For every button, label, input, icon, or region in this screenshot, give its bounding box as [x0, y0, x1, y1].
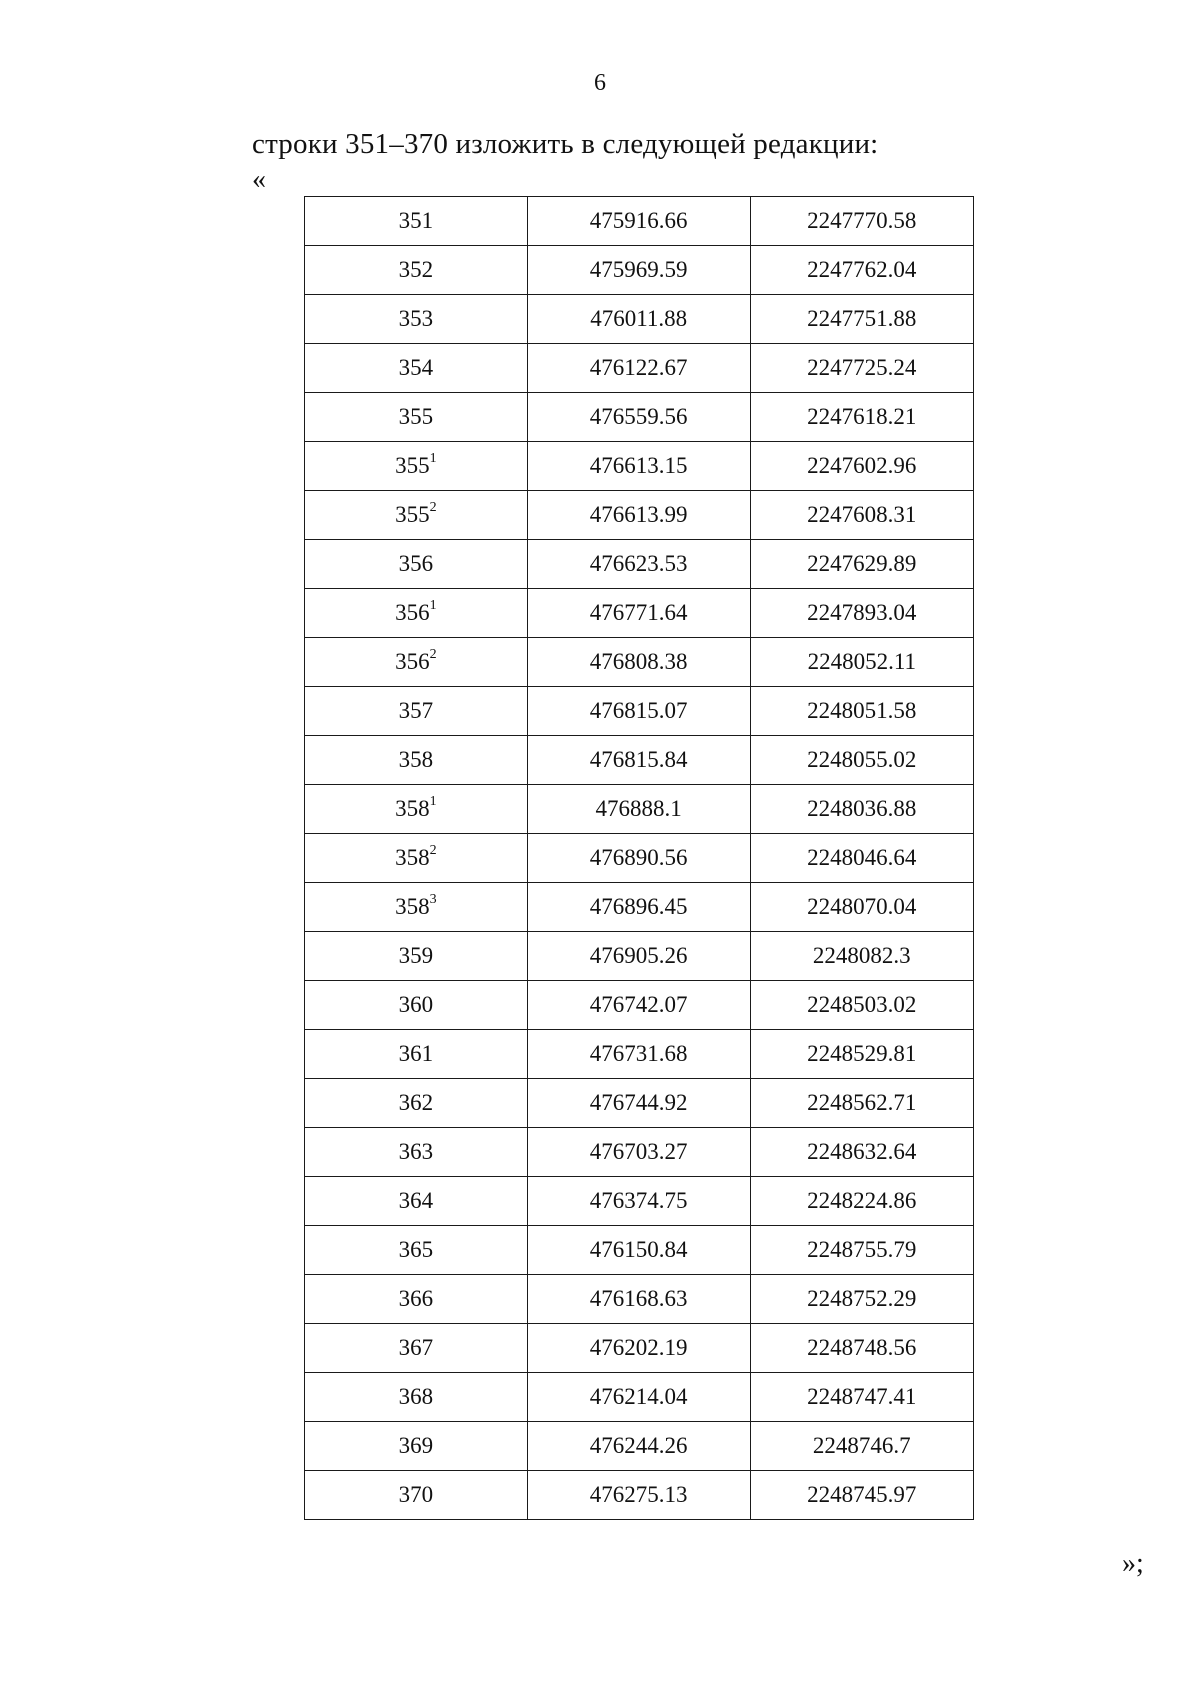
x-coordinate-cell: 476888.1 [527, 785, 750, 834]
point-number: 361 [398, 1041, 434, 1066]
point-number: 355 [395, 453, 430, 478]
x-coordinate-cell: 476244.26 [527, 1422, 750, 1471]
point-number: 355 [395, 502, 430, 527]
y-coordinate-cell: 2248036.88 [750, 785, 973, 834]
table-row [305, 1128, 974, 1177]
point-number-cell [305, 1079, 528, 1128]
y-coordinate-cell: 2247762.04 [750, 246, 973, 295]
table-row [305, 589, 974, 638]
point-number: 352 [398, 257, 434, 282]
point-number-cell [305, 1471, 528, 1520]
point-number-superscript: 1 [429, 598, 437, 614]
y-coordinate-cell: 2248562.71 [750, 1079, 973, 1128]
x-coordinate-cell: 476122.67 [527, 344, 750, 393]
x-coordinate-cell: 476905.26 [527, 932, 750, 981]
point-number-superscript: 2 [429, 843, 437, 859]
table-row [305, 1177, 974, 1226]
point-number: 356 [395, 649, 430, 674]
point-number: 353 [398, 306, 434, 331]
x-coordinate-cell: 476890.56 [527, 834, 750, 883]
y-coordinate-cell: 2248529.81 [750, 1030, 973, 1079]
x-coordinate-cell: 476771.64 [527, 589, 750, 638]
point-number: 368 [398, 1384, 434, 1409]
point-number-cell [305, 589, 528, 638]
coordinates-table-body [305, 197, 974, 1520]
y-coordinate-cell: 2248052.11 [750, 638, 973, 687]
table-row [305, 1226, 974, 1275]
point-number-cell [305, 1373, 528, 1422]
table-row [305, 1324, 974, 1373]
point-number-cell [305, 883, 528, 932]
point-number: 369 [398, 1433, 434, 1458]
intro-text: строки 351–370 изложить в следующей редакции: [252, 128, 879, 160]
x-coordinate-cell: 476742.07 [527, 981, 750, 1030]
x-coordinate-cell: 476202.19 [527, 1324, 750, 1373]
x-coordinate-cell: 476559.56 [527, 393, 750, 442]
x-coordinate-cell: 476808.38 [527, 638, 750, 687]
x-coordinate-cell: 476374.75 [527, 1177, 750, 1226]
x-coordinate-cell: 476731.68 [527, 1030, 750, 1079]
x-coordinate-cell: 476168.63 [527, 1275, 750, 1324]
point-number: 358 [398, 747, 434, 772]
point-number-cell [305, 687, 528, 736]
point-number-cell [305, 736, 528, 785]
open-quote: « [252, 164, 266, 195]
table-row [305, 1079, 974, 1128]
table-row [305, 1030, 974, 1079]
y-coordinate-cell: 2247725.24 [750, 344, 973, 393]
point-number: 358 [395, 845, 430, 870]
point-number: 363 [398, 1139, 434, 1164]
x-coordinate-cell: 476150.84 [527, 1226, 750, 1275]
point-number-cell [305, 246, 528, 295]
x-coordinate-cell: 476613.15 [527, 442, 750, 491]
point-number: 366 [398, 1286, 434, 1311]
point-number-cell [305, 197, 528, 246]
y-coordinate-cell: 2248503.02 [750, 981, 973, 1030]
x-coordinate-cell: 475916.66 [527, 197, 750, 246]
table-row [305, 442, 974, 491]
x-coordinate-cell: 476613.99 [527, 491, 750, 540]
page-number: 6 [594, 70, 606, 96]
point-number-cell [305, 981, 528, 1030]
y-coordinate-cell: 2248752.29 [750, 1275, 973, 1324]
y-coordinate-cell: 2248051.58 [750, 687, 973, 736]
y-coordinate-cell: 2248746.7 [750, 1422, 973, 1471]
point-number-cell [305, 295, 528, 344]
table-row [305, 785, 974, 834]
x-coordinate-cell: 476896.45 [527, 883, 750, 932]
point-number: 355 [398, 404, 434, 429]
table-row [305, 393, 974, 442]
point-number-cell [305, 1128, 528, 1177]
table-row [305, 540, 974, 589]
y-coordinate-cell: 2248747.41 [750, 1373, 973, 1422]
point-number-cell [305, 1324, 528, 1373]
point-number-superscript: 3 [429, 892, 437, 908]
table-row [305, 491, 974, 540]
point-number: 358 [395, 796, 430, 821]
table-row [305, 638, 974, 687]
y-coordinate-cell: 2247608.31 [750, 491, 973, 540]
y-coordinate-cell: 2247618.21 [750, 393, 973, 442]
point-number: 360 [398, 992, 434, 1017]
table-row [305, 883, 974, 932]
y-coordinate-cell: 2248070.04 [750, 883, 973, 932]
table-row [305, 1422, 974, 1471]
table-row [305, 197, 974, 246]
point-number: 359 [398, 943, 434, 968]
y-coordinate-cell: 2248046.64 [750, 834, 973, 883]
point-number: 354 [398, 355, 434, 380]
y-coordinate-cell: 2247893.04 [750, 589, 973, 638]
x-coordinate-cell: 476275.13 [527, 1471, 750, 1520]
y-coordinate-cell: 2247770.58 [750, 197, 973, 246]
table-row [305, 932, 974, 981]
y-coordinate-cell: 2247751.88 [750, 295, 973, 344]
y-coordinate-cell: 2247602.96 [750, 442, 973, 491]
point-number-cell [305, 1177, 528, 1226]
point-number-cell [305, 1275, 528, 1324]
x-coordinate-cell: 476815.07 [527, 687, 750, 736]
point-number: 367 [398, 1335, 434, 1360]
coordinates-table [304, 196, 974, 1520]
point-number: 365 [398, 1237, 434, 1262]
x-coordinate-cell: 476623.53 [527, 540, 750, 589]
point-number-cell [305, 491, 528, 540]
y-coordinate-cell: 2248082.3 [750, 932, 973, 981]
y-coordinate-cell: 2248745.97 [750, 1471, 973, 1520]
point-number-cell [305, 442, 528, 491]
point-number: 362 [398, 1090, 434, 1115]
table-row [305, 344, 974, 393]
table-row [305, 1471, 974, 1520]
close-quote: »; [1122, 1548, 1144, 1579]
table-row [305, 736, 974, 785]
table-row [305, 687, 974, 736]
point-number-cell [305, 932, 528, 981]
table-row [305, 834, 974, 883]
x-coordinate-cell: 476815.84 [527, 736, 750, 785]
point-number: 356 [398, 551, 434, 576]
x-coordinate-cell: 475969.59 [527, 246, 750, 295]
table-row [305, 1275, 974, 1324]
y-coordinate-cell: 2248748.56 [750, 1324, 973, 1373]
point-number: 370 [398, 1482, 434, 1507]
point-number-cell [305, 393, 528, 442]
point-number-cell [305, 1030, 528, 1079]
point-number: 358 [395, 894, 430, 919]
point-number-superscript: 1 [429, 451, 437, 467]
x-coordinate-cell: 476744.92 [527, 1079, 750, 1128]
point-number: 351 [398, 208, 434, 233]
x-coordinate-cell: 476703.27 [527, 1128, 750, 1177]
point-number-superscript: 2 [429, 647, 437, 663]
point-number-cell [305, 834, 528, 883]
point-number-superscript: 2 [429, 500, 437, 516]
y-coordinate-cell: 2248055.02 [750, 736, 973, 785]
point-number: 364 [398, 1188, 434, 1213]
point-number-cell [305, 638, 528, 687]
table-row [305, 1373, 974, 1422]
point-number-cell [305, 540, 528, 589]
point-number-cell [305, 1422, 528, 1471]
point-number-cell [305, 785, 528, 834]
point-number: 357 [398, 698, 434, 723]
y-coordinate-cell: 2248632.64 [750, 1128, 973, 1177]
y-coordinate-cell: 2248224.86 [750, 1177, 973, 1226]
point-number-cell [305, 1226, 528, 1275]
table-row [305, 981, 974, 1030]
point-number-superscript: 1 [429, 794, 437, 810]
table-row [305, 295, 974, 344]
table-row [305, 246, 974, 295]
point-number: 356 [395, 600, 430, 625]
x-coordinate-cell: 476011.88 [527, 295, 750, 344]
point-number-cell [305, 344, 528, 393]
y-coordinate-cell: 2247629.89 [750, 540, 973, 589]
y-coordinate-cell: 2248755.79 [750, 1226, 973, 1275]
x-coordinate-cell: 476214.04 [527, 1373, 750, 1422]
